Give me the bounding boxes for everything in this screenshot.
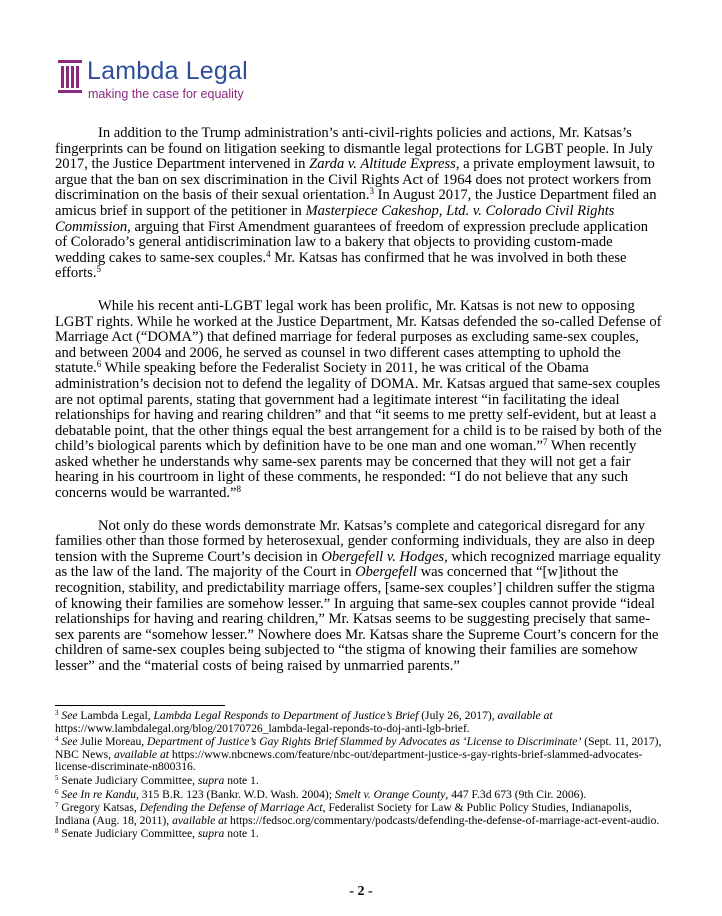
italic-text: See	[61, 709, 78, 722]
footnote-reference: 4	[266, 248, 271, 259]
paragraph	[55, 519, 663, 675]
footnote-reference: 4	[55, 735, 59, 744]
text-run: https://www.nbcnews.com/feature/nbc-out/department-justice-s-gay-rights-brief-slammed-advocates-license-discriminate-n800316.	[55, 747, 643, 774]
body-text	[55, 126, 663, 692]
text-run: Not only do these words demonstrate Mr. Katsas’s complete and categorical disregard for any families other than those formed by heterosexual, gender conforming individuals, they are also in deep tension with the Supreme Court’s decision in	[55, 517, 655, 565]
text-run: Lambda Legal,	[77, 709, 154, 722]
italic-text: Zarda v. Altitude Express	[309, 156, 456, 173]
footnote	[55, 736, 669, 774]
text-run: (July 26, 2017),	[418, 709, 498, 722]
footnote-reference: 6	[96, 359, 102, 370]
text-run: Senate Judiciary Committee,	[58, 827, 198, 841]
paragraph	[55, 299, 663, 502]
footnote-reference: 7	[55, 801, 59, 810]
paragraph	[55, 126, 663, 282]
italic-text: supra	[197, 827, 225, 841]
italic-text: Defending the Defense of Marriage Act	[139, 801, 323, 815]
footnote	[55, 828, 669, 841]
italic-text: available at	[113, 747, 169, 761]
footnote	[55, 775, 669, 788]
footnote-reference: 7	[542, 437, 548, 448]
footnote	[55, 710, 669, 735]
italic-text: available at	[497, 709, 553, 722]
text-run: While his recent anti-LGBT legal work has been prolific, Mr. Katsas is not new to opposing LGBT rights. While he worked at the Justice Department, Mr. Katsas defended the so-called Defense of Marriage Act (“DOMA”) that defined marriage for federal purposes as excluding same-sex couples, and between 2004 and 2006, he served as counsel in two different cases attempting to uphold the statute.	[55, 297, 662, 377]
text-run: In August 2017, the Justice Department filed an amicus brief in support of the petitioner in	[55, 187, 657, 219]
footnote-reference: 3	[369, 186, 375, 197]
text-run: In addition to the Trump administration’s anti-civil-rights policies and actions, Mr. Katsas’s fingerprints can be found on litigation seeking to dismantle legal protections for LGBT people. In July 2017, the Justice Department intervened in	[55, 125, 653, 173]
footnote-reference: 6	[55, 787, 59, 796]
italic-text: Lambda Legal Responds to Department of Justice’s Brief	[153, 709, 419, 722]
footnote-reference: 8	[236, 484, 242, 495]
logo-name: Lambda Legal	[87, 57, 248, 85]
italic-text: Masterpiece Cakeshop, Ltd. v. Colorado Civil Rights Commission	[55, 202, 615, 235]
text-run: https://fedsoc.org/commentary/podcasts/defending-the-defense-of-marriage-act-event-audio.	[227, 813, 660, 827]
text-run: Julie Moreau,	[77, 735, 148, 749]
italic-text: See In re Kandu	[61, 787, 136, 801]
text-run: , a private employment lawsuit, to argue that the ban on sex discrimination in the Civil Rights Act of 1964 does not protect workers from discrimination on the basis of their sexual orientation.	[55, 156, 655, 204]
footnote-reference: 8	[55, 827, 59, 836]
text-run: Gregory Katsas,	[58, 801, 140, 815]
footnotes	[55, 710, 669, 842]
lambda-legal-logo-mark-icon	[57, 57, 83, 101]
text-run: , Federalist Society for Law & Public Policy Studies, Indianapolis, Indiana (Aug. 18, 2011),	[55, 801, 632, 827]
text-run: Mr. Katsas has confirmed that he was involved in both these efforts.	[55, 249, 627, 282]
italic-text: See	[61, 735, 78, 749]
text-run: , 315 B.R. 123 (Bankr. W.D. Wash. 2004);	[136, 787, 335, 801]
text-run: note 1.	[224, 773, 259, 787]
footnote-reference: 5	[96, 264, 101, 275]
italic-text: Smelt v. Orange County	[334, 787, 446, 801]
text-run: Senate Judiciary Committee,	[58, 773, 198, 787]
italic-text: available at	[172, 813, 228, 827]
text-run: , 447 F.3d 673 (9th Cir. 2006).	[445, 787, 587, 801]
text-run: , arguing that First Amendment guarantees of freedom of expression preclude application of Colorado’s general antidiscrimination law to a bakery that objects to providing custom-made wedding cakes to same-sex couples.	[55, 218, 649, 266]
italic-text: Department of Justice’s Gay Rights Brief Slammed by Advocates as ‘License to Discriminate’	[147, 735, 582, 749]
text-run: , which recognized marriage equality as the law of the land. The majority of the Court in	[55, 548, 661, 581]
footnote-separator	[55, 705, 225, 706]
page-number: - 2 -	[349, 884, 373, 899]
italic-text: Obergefell	[355, 564, 417, 581]
footnote	[55, 802, 669, 827]
text-run: note 1.	[224, 827, 259, 841]
italic-text: supra	[197, 773, 225, 787]
footnote-reference: 3	[55, 709, 59, 717]
text-run: https://www.lambdalegal.org/blog/20170726_lambda-legal-reponds-to-doj-anti-lgb-brief.	[55, 721, 470, 735]
text-run: When recently asked whether he understands why same-sex parents may be concerned that they will not get a fair hearing in his courtroom in light of these comments, he responded: “I do not believe that any such concerns would be warranted.”	[55, 438, 637, 502]
text-run: (Sept. 11, 2017), NBC News,	[55, 735, 662, 761]
logo-tagline: making the case for equality	[88, 87, 244, 101]
footnote-reference: 5	[55, 773, 59, 782]
footnote	[55, 789, 669, 802]
text-run: was concerned that “[w]ithout the recognition, stability, and predictability marriage offers, [same-sex couples’] children suffer the stigma of knowing their families are somehow lesser.” In arguing that same-sex couples cannot provide “ideal relationships for having and rearing children,” Mr. Katsas seems to be suggesting precisely that same-sex parents are “somehow lesser.” Nowhere does Mr. Katsas share the Supreme Court’s concern for the children of same-sex couples being subjected to “the stigma of knowing their families are somehow lesser” and the “material costs of being raised by unmarried parents.”	[55, 564, 659, 674]
text-run: While speaking before the Federalist Society in 2011, he was critical of the Obama administration’s decision not to defend the legality of DOMA. Mr. Katsas argued that same-sex couples are not optimal parents, stating that government had a legitimate interest “in facilitating the ideal relationships for having and rearing children” and that “it seems to me pretty self-evident, but at least a debatable point, that the other things equal the best arrangement for a child is to be raised by both of the child’s biological parents which by definition have to be one man and one woman.”	[55, 360, 662, 455]
italic-text: Obergefell v. Hodges	[321, 548, 445, 565]
